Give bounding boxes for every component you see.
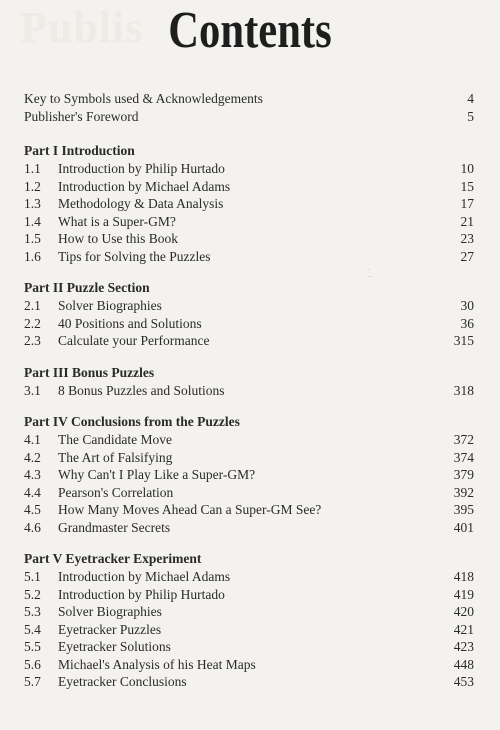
toc-entry-3-1[interactable]	[24, 382, 474, 400]
toc-entry-label: Grandmaster Secrets	[58, 519, 171, 535]
toc-entry-page: 423	[453, 639, 474, 654]
toc-entry-label: Key to Symbols used & Acknowledgements	[24, 91, 263, 106]
toc-entry-page: 379	[453, 467, 474, 482]
toc-entry-label: Why Can't I Play Like a Super-GM?	[58, 467, 256, 482]
toc-entry-4-6[interactable]	[24, 519, 474, 537]
toc-entry-4-3[interactable]	[24, 466, 474, 484]
toc-entry-label: Pearson's Correlation	[58, 484, 174, 500]
toc-entry-number: 1.5	[24, 231, 41, 246]
toc-entry-2-2[interactable]	[24, 315, 474, 333]
toc-entry-number: 5.4	[24, 621, 41, 637]
toc-entry-number: 1.3	[24, 196, 41, 211]
toc-entry-page: 315	[453, 333, 474, 348]
toc-entry-label: Tips for Solving the Puzzles	[58, 248, 211, 264]
toc-entry-5-4[interactable]	[24, 621, 474, 639]
toc-entry-page: 448	[453, 656, 474, 672]
toc-entry-number: 5.1	[24, 569, 41, 584]
toc-entry-1-3[interactable]	[24, 195, 474, 213]
toc-entry-number: 4.3	[24, 467, 41, 482]
toc-entry-number: 1.6	[24, 248, 41, 264]
toc-entry-1-2[interactable]	[24, 178, 474, 196]
toc-entry-page: 30	[460, 298, 474, 313]
toc-entry-label: Introduction by Michael Adams	[58, 569, 231, 584]
bleed-through-text: Publis	[20, 3, 144, 52]
toc-entry-label: Solver Biographies	[58, 298, 162, 313]
toc-entry-number: 4.6	[24, 519, 41, 535]
page-title: Contents	[168, 2, 332, 59]
toc-entry-page: 392	[453, 484, 474, 500]
paper-speck: . ..	[368, 266, 371, 279]
toc-entry-label: 8 Bonus Puzzles and Solutions	[58, 382, 225, 398]
toc-entry-label: Introduction by Michael Adams	[58, 178, 231, 194]
toc-entry-2-3[interactable]	[24, 332, 474, 350]
toc-entry-5-3[interactable]	[24, 603, 474, 621]
toc-entry-number: 4.1	[24, 432, 41, 447]
toc-entry-number: 2.1	[24, 298, 41, 313]
toc-entry-1-6[interactable]	[24, 248, 474, 266]
toc-entry-number: 5.5	[24, 639, 41, 654]
toc-entry-1-4[interactable]	[24, 213, 474, 231]
part-heading-5: Part V Eyetracker Experiment	[24, 551, 202, 566]
toc-entry-label: 40 Positions and Solutions	[58, 315, 202, 331]
table-of-contents	[24, 90, 474, 691]
toc-entry-4-4[interactable]	[24, 484, 474, 502]
toc-entry-label: How to Use this Book	[58, 231, 179, 246]
toc-entry-front-1[interactable]	[24, 108, 474, 126]
toc-entry-page: 395	[453, 502, 474, 517]
toc-entry-label: The Candidate Move	[58, 432, 172, 447]
toc-entry-page: 420	[453, 604, 474, 619]
toc-entry-4-2[interactable]	[24, 449, 474, 467]
toc-entry-label: How Many Moves Ahead Can a Super-GM See?	[58, 502, 322, 517]
toc-entry-1-5[interactable]	[24, 230, 474, 248]
toc-entry-page: 17	[460, 196, 474, 211]
toc-entry-number: 5.7	[24, 674, 41, 689]
toc-entry-1-1[interactable]	[24, 160, 474, 178]
toc-entry-label: Michael's Analysis of his Heat Maps	[58, 656, 256, 672]
toc-entry-page: 27	[460, 248, 474, 264]
toc-entry-number: 2.2	[24, 315, 41, 331]
toc-entry-page: 21	[460, 213, 474, 229]
toc-entry-front-0[interactable]	[24, 90, 474, 108]
toc-entry-page: 10	[460, 161, 474, 176]
part-heading-3: Part III Bonus Puzzles	[24, 364, 155, 380]
toc-entry-label: Introduction by Philip Hurtado	[58, 586, 225, 602]
toc-entry-4-5[interactable]	[24, 501, 474, 519]
toc-entry-5-1[interactable]	[24, 568, 474, 586]
toc-entry-page: 374	[453, 449, 474, 465]
toc-entry-page: 453	[453, 674, 474, 689]
toc-entry-2-1[interactable]	[24, 297, 474, 315]
toc-entry-page: 372	[453, 432, 474, 447]
toc-entry-number: 5.6	[24, 656, 41, 672]
toc-entry-page: 4	[467, 91, 474, 106]
part-heading-4: Part IV Conclusions from the Puzzles	[24, 414, 240, 429]
toc-entry-label: Introduction by Philip Hurtado	[58, 161, 225, 176]
toc-entry-number: 4.4	[24, 484, 41, 500]
toc-entry-label: Eyetracker Solutions	[58, 639, 171, 654]
toc-entry-5-2[interactable]	[24, 586, 474, 604]
toc-entry-page: 23	[460, 231, 474, 246]
toc-entry-page: 418	[453, 569, 474, 584]
toc-entry-page: 421	[453, 621, 474, 637]
toc-entry-label: Eyetracker Conclusions	[58, 674, 187, 689]
toc-entry-label: Eyetracker Puzzles	[58, 621, 162, 637]
toc-entry-page: 36	[460, 315, 474, 331]
part-heading-1: Part I Introduction	[24, 143, 135, 158]
toc-entry-5-5[interactable]	[24, 638, 474, 656]
toc-entry-5-6[interactable]	[24, 656, 474, 674]
toc-entry-number: 3.1	[24, 382, 41, 398]
toc-entry-number: 2.3	[24, 333, 41, 348]
toc-entry-page: 419	[453, 586, 474, 602]
toc-entry-number: 4.5	[24, 502, 41, 517]
toc-entry-label: What is a Super-GM?	[58, 213, 176, 229]
toc-entry-number: 5.2	[24, 586, 41, 602]
toc-entry-label: Methodology & Data Analysis	[58, 196, 224, 211]
toc-entry-label: Solver Biographies	[58, 604, 162, 619]
toc-entry-number: 1.1	[24, 161, 41, 176]
toc-entry-number: 4.2	[24, 449, 41, 465]
toc-entry-page: 318	[453, 382, 474, 398]
toc-entry-label: Publisher's Foreword	[24, 108, 139, 124]
toc-entry-number: 5.3	[24, 604, 41, 619]
toc-entry-page: 15	[460, 178, 474, 194]
toc-entry-number: 1.2	[24, 178, 41, 194]
toc-entry-label: The Art of Falsifying	[58, 449, 173, 465]
toc-entry-4-1[interactable]	[24, 431, 474, 449]
toc-entry-page: 401	[453, 519, 474, 535]
toc-entry-number: 1.4	[24, 213, 41, 229]
toc-entry-label: Calculate your Performance	[58, 333, 210, 348]
toc-entry-page: 5	[467, 108, 474, 124]
part-heading-2: Part II Puzzle Section	[24, 280, 150, 295]
toc-entry-5-7[interactable]	[24, 673, 474, 691]
